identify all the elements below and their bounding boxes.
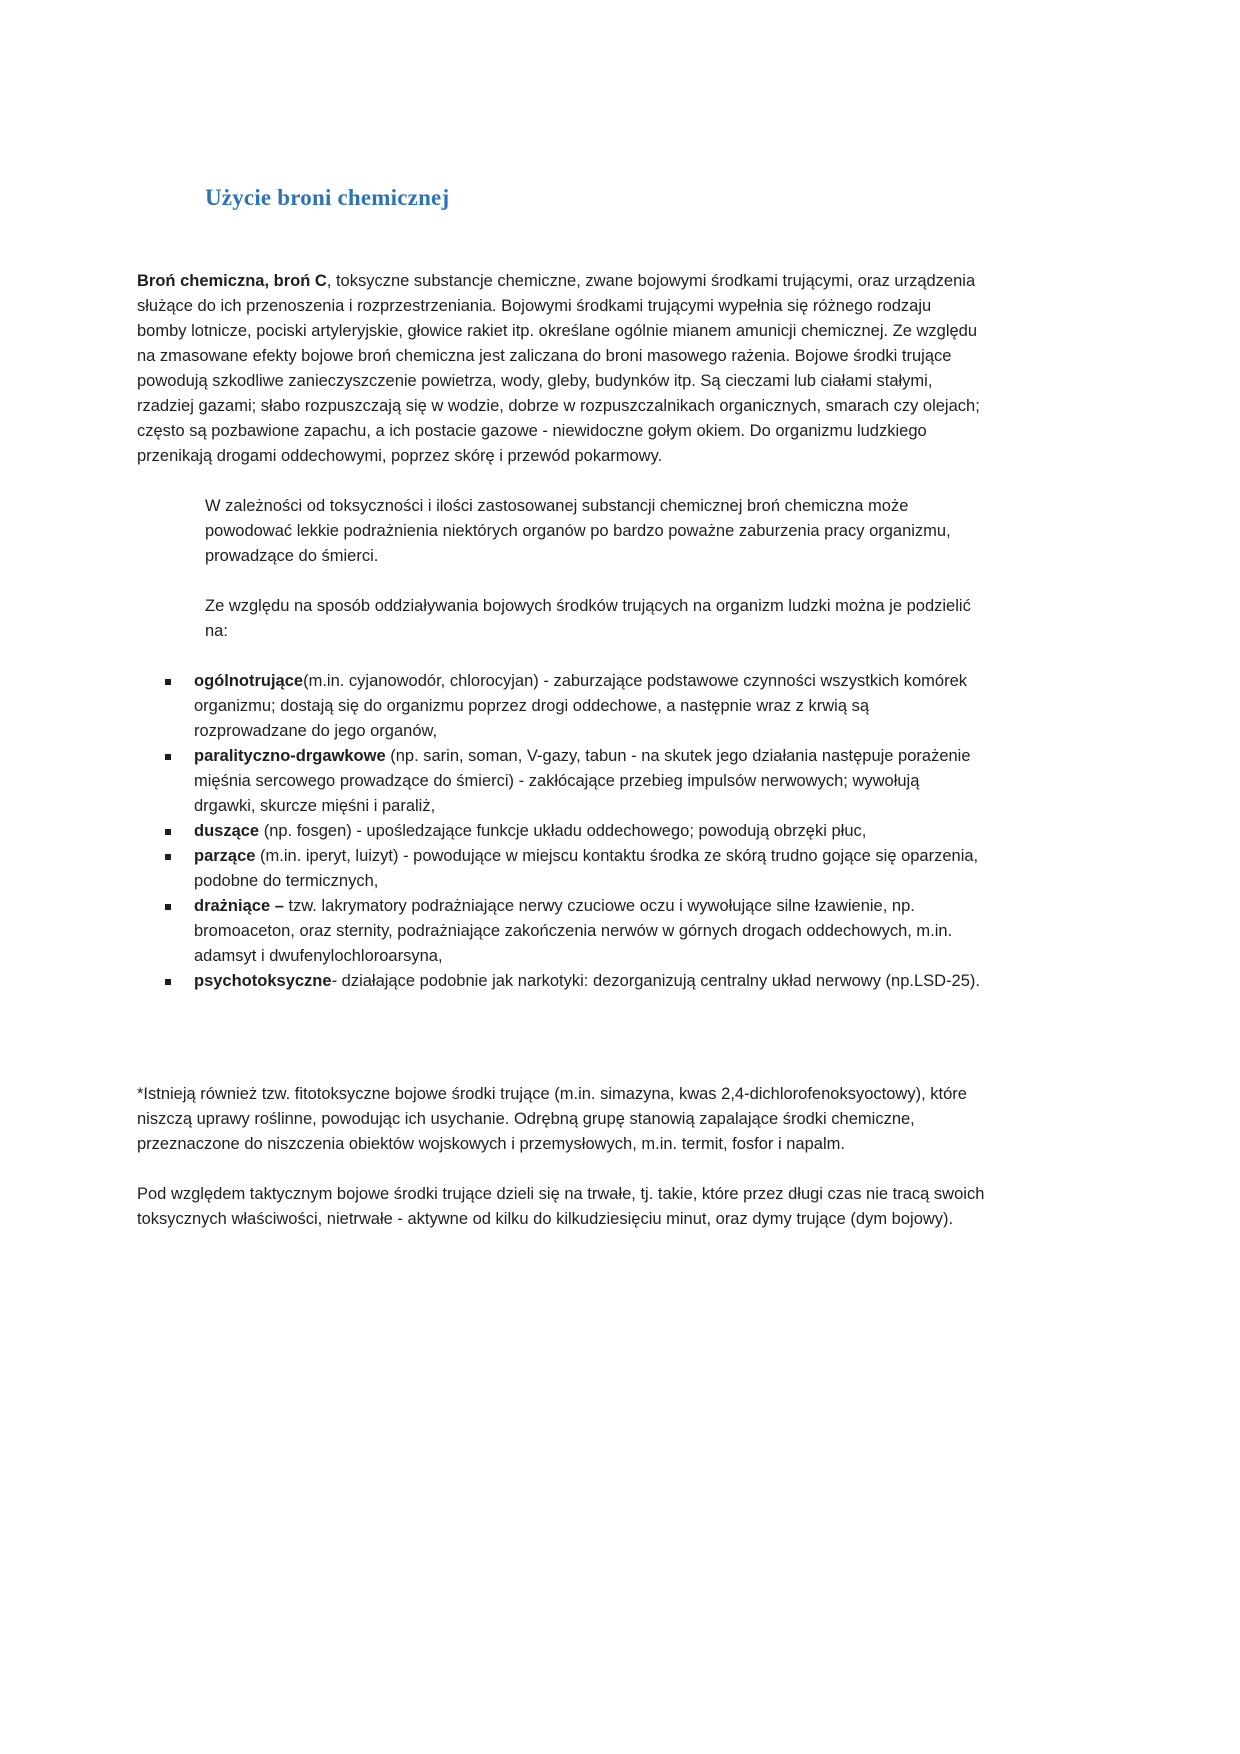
text-run: (m.in. cyjanowodór, chlorocyjan) - zaburzające podstawowe czynności wszystkich komórek organizmu; dostają się do organizmu poprzez drogi oddechowe, a następnie wraz z krwią są rozprowadzane do jego organów, [194,672,968,740]
list-item-text [194,744,985,819]
list-item [165,744,985,819]
bold-text-run: psychotoksyczne [194,972,332,990]
bullet-icon [165,854,171,860]
list-item-text [194,844,985,894]
bullet-icon [165,829,171,835]
list-item [165,844,985,894]
bold-text-run: duszące [194,822,264,840]
bold-text-run: Broń chemiczna, broń C [137,272,327,290]
bold-text-run: drażniące – [194,897,289,915]
bullet-icon [165,679,171,685]
paragraph-toxicity-effects: W zależności od toksyczności i ilości zastosowanej substancji chemicznej broń chemiczna może powodować lekkie podrażnienia niektórych organów po bardzo poważne zaburzenia pracy organizmu, prowadzące do śmierci. [205,497,951,565]
list-item [165,894,985,969]
text-run: tzw. lakrymatory podrażniające nerwy czuciowe oczu i wywołujące silne łzawienie, np. bromoaceton, oraz sternity, podrażniające zakończenia nerwów w górnych drogach oddechowych, m.in. adamsyt i dwufenylochloroarsyna, [194,897,953,965]
bold-text-run: paralityczno-drgawkowe [194,747,391,765]
text-run: - działające podobnie jak narkotyki: dezorganizują centralny układ nerwowy (np.LSD-25). [331,972,980,990]
list-item-text [194,969,985,994]
intro-paragraph [137,269,985,469]
list-item-text [194,819,985,844]
text-run: , toksyczne substancje chemiczne, zwane bojowymi środkami trującymi, oraz urządzenia służące do ich przenoszenia i rozprzestrzeniania. Bojowymi środkami trującymi wypełnia się różnego rodzaju bomby lotnicze, pociski artyleryjskie, głowice rakiet itp. określane ogólnie mianem amunicji chemicznej. Ze względu na zmasowane efekty bojowe broń chemiczna jest zaliczana do broni masowego rażenia. Bojowe środki trujące powodują szkodliwe zanieczyszczenie powietrza, wody, gleby, budynków itp. Są cieczami lub ciałami stałymi, rzadziej gazami; słabo rozpuszczają się w wodzie, dobrze w rozpuszczalnikach organicznych, smarach czy olejach; często są pozbawione zapachu, a ich postacie gazowe - niewidoczne gołym okiem. Do organizmu ludzkiego przenikają drogami oddechowymi, poprzez skórę i przewód pokarmowy. [137,272,980,465]
bullet-icon [165,754,171,760]
bold-text-run: ogólnotrujące [194,672,304,690]
paragraph-classification-intro: Ze względu na sposób oddziaływania bojowych środków trujących na organizm ludzki można je podzielić na: [205,597,971,640]
text-run: (np. sarin, soman, V-gazy, tabun - na skutek jego działania następuje porażenie mięśnia sercowego prowadzące do śmierci) - zakłócające przebieg impulsów nerwowych; wywołują drgawki, skurcze mięśni i paraliż, [194,747,971,815]
text-run: (np. fosgen) - upośledzające funkcje układu oddechowego; powodują obrzęki płuc, [263,822,867,840]
list-item [165,969,985,994]
text-run: (m.in. iperyt, luizyt) - powodujące w miejscu kontaktu środka ze skórą trudno gojące się oparzenia, podobne do termicznych, [194,847,979,890]
bullet-icon [165,979,171,985]
page-title: Użycie broni chemicznej [205,185,450,210]
footnote-paragraph: *Istnieją również tzw. fitotoksyczne bojowe środki trujące (m.in. simazyna, kwas 2,4-dichlorofenoksyoctowy), które niszczą uprawy roślinne, powodując ich usychanie. Odrębną grupę stanowią zapalające środki chemiczne, przeznaczone do niszczenia obiektów wojskowych i przemysłowych, m.in. termit, fosfor i napalm. [137,1085,967,1153]
tactical-paragraph: Pod względem taktycznym bojowe środki trujące dzieli się na trwałe, tj. takie, które przez długi czas nie tracą swoich toksycznych właściwości, nietrwałe - aktywne od kilku do kilkudziesięciu minut, oraz dymy trujące (dym bojowy). [137,1185,985,1228]
list-item-text [194,669,985,744]
list-item [165,819,985,844]
bullet-icon [165,904,171,910]
agent-types-list [165,669,985,994]
list-item [165,669,985,744]
list-item-text [194,894,985,969]
bold-text-run: parzące [194,847,261,865]
document-content [137,185,985,1232]
